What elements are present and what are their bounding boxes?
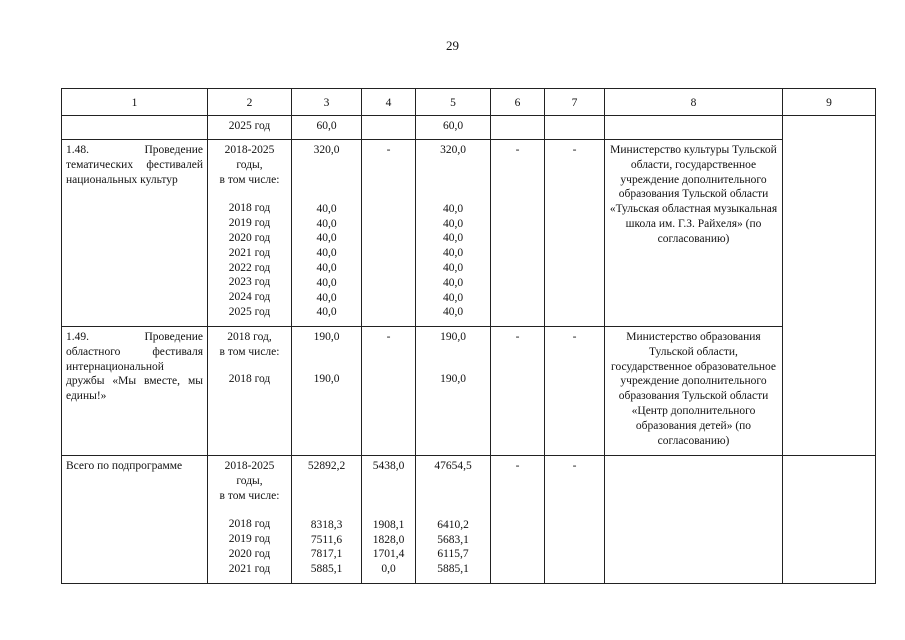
col6-cell: -	[491, 456, 545, 584]
amount-total: 5438,0	[372, 460, 405, 472]
empty-cell	[545, 116, 605, 140]
executor-cell	[605, 456, 783, 584]
header-cell-7: 7	[545, 89, 605, 116]
amount-year-list: 6410,2 5683,1 6115,7 5885,1	[437, 518, 469, 576]
col6-cell: -	[491, 140, 545, 327]
header-cell-8: 8	[605, 89, 783, 116]
amount-total: 190,0	[440, 331, 466, 343]
amount-regional-cell	[416, 327, 491, 456]
year-list: 2018 год 2019 год 2020 год 2021 год 2022 год 2023 год 2024 год 2025 год	[228, 202, 271, 318]
amount-total-cell	[292, 140, 362, 327]
program-table	[61, 88, 876, 584]
amount-year-list: 1908,1 1828,0 1701,4 0,0	[372, 518, 405, 576]
amount-year-list: 40,0 40,0 40,0 40,0 40,0 40,0 40,0 40,0	[442, 202, 464, 319]
total-name-cell: Всего по подпрограмме	[62, 456, 208, 584]
amount-federal-cell	[362, 456, 416, 584]
table-row-1-48	[62, 140, 876, 327]
empty-cell	[62, 116, 208, 140]
header-cell-6: 6	[491, 89, 545, 116]
period-head: 2018-2025 годы, в том числе:	[219, 144, 280, 186]
period-cell	[208, 327, 292, 456]
page-number: 29	[446, 38, 459, 53]
event-name-cell: 1.49. Проведение областного фестиваля интернациональной дружбы «Мы вместе, мы едины!»	[62, 327, 208, 456]
executor-cell: Министерство культуры Тульской области, государственное учреждение дополнительного образования Тульской области «Тульская областная музыкальная школа им. Г.З. Райхеля» (по согласованию)	[605, 140, 783, 327]
amount-total: 320,0	[440, 144, 466, 156]
header-cell-9: 9	[783, 89, 876, 116]
col7-cell: -	[545, 327, 605, 456]
column-9-cell	[783, 116, 876, 456]
amount-total-cell	[292, 456, 362, 584]
header-row	[62, 89, 876, 116]
amount-regional-cell: 60,0	[416, 116, 491, 140]
year-list: 2018 год	[228, 372, 271, 385]
header-cell-1: 1	[62, 89, 208, 116]
table-row-2025-continuation	[62, 116, 876, 140]
empty-cell	[605, 116, 783, 140]
amount-total: 190,0	[313, 331, 340, 343]
executor-cell: Министерство образования Тульской области, государственное образовательное учреждение дополнительного образования Тульской области «Центр дополнительного образования детей» (по согласованию)	[605, 327, 783, 456]
amount-regional-cell	[416, 140, 491, 327]
period-cell	[208, 140, 292, 327]
amount-year-list: 40,0 40,0 40,0 40,0 40,0 40,0 40,0 40,0	[316, 202, 337, 319]
header-cell-3: 3	[292, 89, 362, 116]
amount-federal-cell: -	[362, 327, 416, 456]
empty-cell	[491, 116, 545, 140]
table-row-1-49	[62, 327, 876, 456]
amount-year-list: 8318,3 7511,6 7817,1 5885,1	[310, 518, 343, 576]
amount-federal-cell	[362, 116, 416, 140]
amount-regional-cell	[416, 456, 491, 584]
header-cell-4: 4	[362, 89, 416, 116]
amount-total: 47654,5	[434, 460, 472, 472]
col7-cell: -	[545, 456, 605, 584]
header-cell-2: 2	[208, 89, 292, 116]
amount-total: 320,0	[313, 144, 340, 156]
table-row-total	[62, 456, 876, 584]
period-head: 2018-2025 годы, в том числе:	[219, 460, 280, 502]
period-cell	[208, 456, 292, 584]
amount-year-list: 190,0	[440, 372, 466, 385]
col7-cell: -	[545, 140, 605, 327]
event-name-cell: 1.48. Проведение тематических фестивалей национальных культур	[62, 140, 208, 327]
header-cell-5: 5	[416, 89, 491, 116]
amount-total-cell	[292, 327, 362, 456]
col6-cell: -	[491, 327, 545, 456]
amount-year-list: 190,0	[313, 372, 340, 385]
amount-total-cell: 60,0	[292, 116, 362, 140]
amount-total: 52892,2	[307, 460, 346, 472]
column-9-cell	[783, 456, 876, 584]
period-cell: 2025 год	[208, 116, 292, 140]
amount-federal-cell: -	[362, 140, 416, 327]
year-list: 2018 год 2019 год 2020 год 2021 год	[228, 518, 271, 575]
period-head: 2018 год, в том числе:	[219, 331, 280, 358]
